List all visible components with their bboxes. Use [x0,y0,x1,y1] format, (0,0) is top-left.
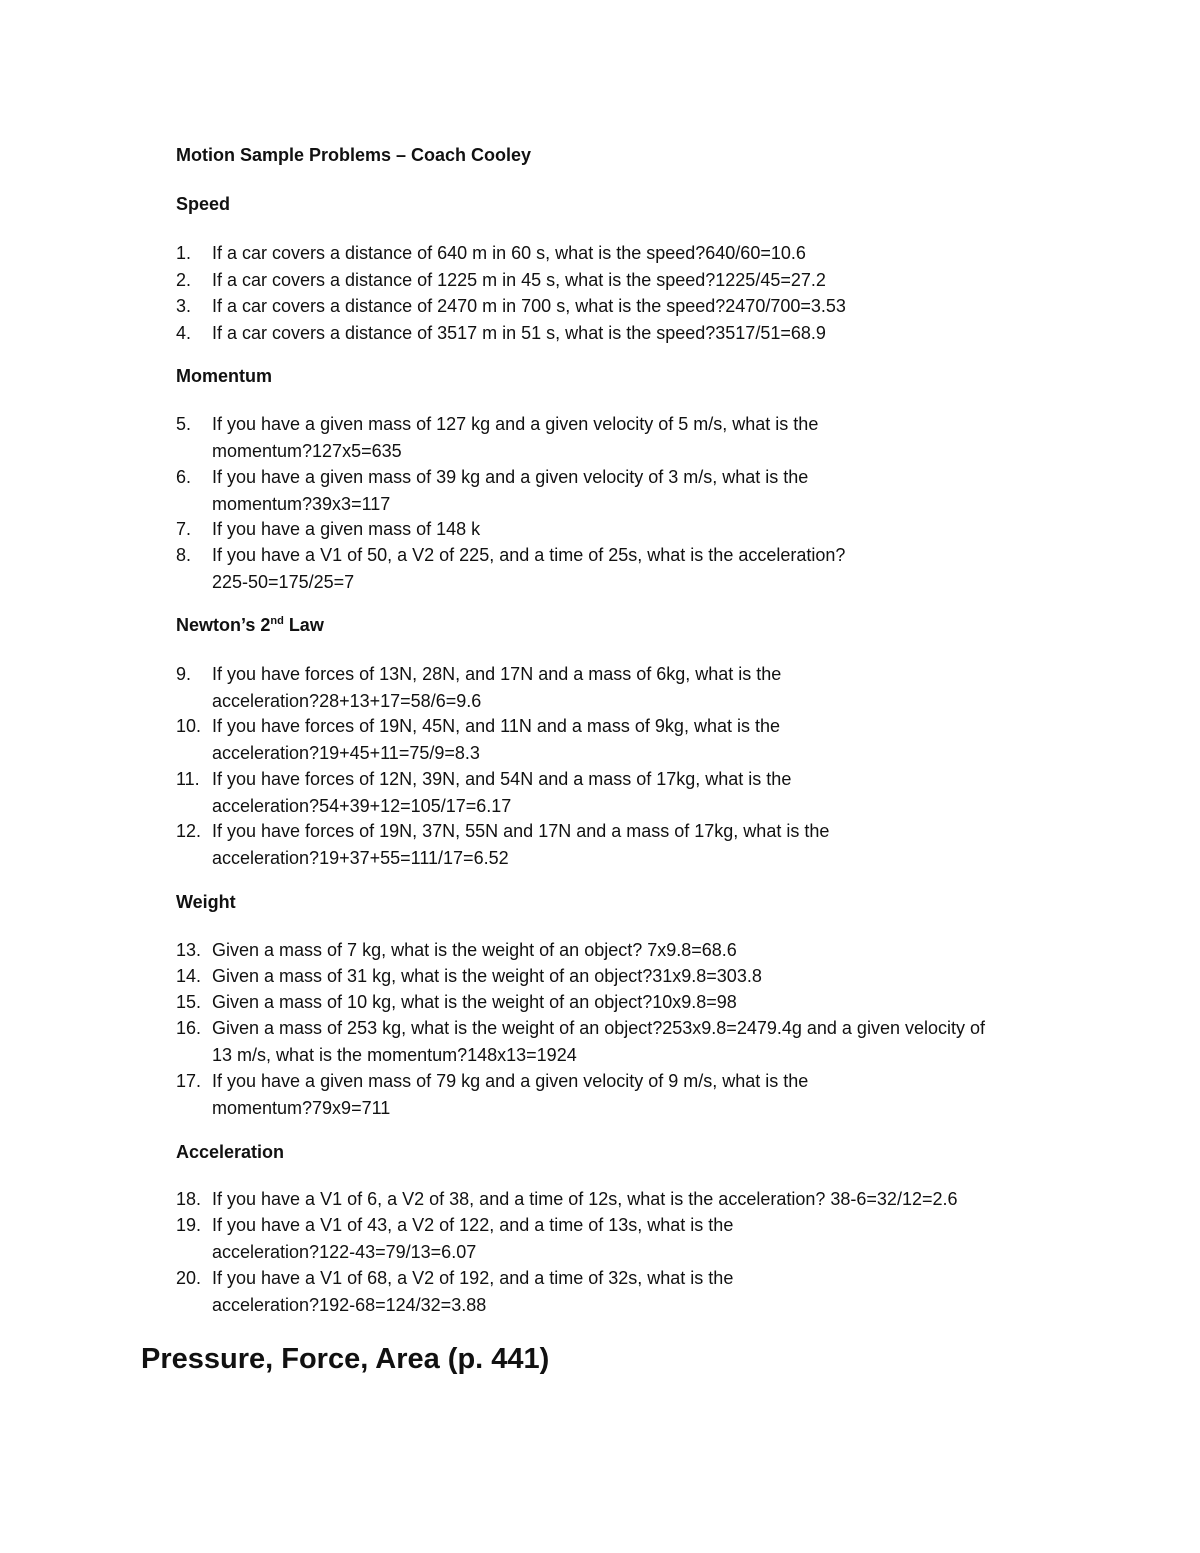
list-item [176,713,1076,766]
item-number: 17. [176,1071,202,1091]
item-number: 16. [176,1018,202,1038]
item-number: 6. [176,467,192,487]
item-number: 10. [176,716,202,736]
section-heading-speed: Speed [176,194,231,214]
item-number: 1. [176,243,192,263]
item-number: 14. [176,966,202,986]
item-number: 12. [176,821,202,841]
heading-main: Newton’s 2 [176,615,271,635]
section-heading-weight: Weight [176,892,236,912]
item-number: 15. [176,992,202,1012]
item-text: If you have a given mass of 148 k [212,519,481,539]
heading-tail: Law [283,615,324,635]
item-text: If a car covers a distance of 640 m in 60 s, what is the speed?640/60=10.6 [212,243,806,263]
list-item [176,240,1076,267]
list-item [176,464,1076,517]
section-heading-acceleration: Acceleration [176,1142,285,1162]
item-number: 20. [176,1268,202,1288]
item-number: 8. [176,545,192,565]
list-item [176,1265,1076,1318]
item-text: If a car covers a distance of 2470 m in 700 s, what is the speed?2470/700=3.53 [212,296,846,316]
list-item [176,1068,1076,1121]
item-text: If you have a V1 of 68, a V2 of 192, and a time of 32s, what is the acceleration?192-68=124/32=3.88 [212,1268,734,1315]
item-text: Given a mass of 31 kg, what is the weight of an object?31x9.8=303.8 [212,966,762,986]
item-number: 11. [176,769,200,789]
heading-superscript: nd [270,615,284,627]
item-text: Given a mass of 253 kg, what is the weight of an object?253x9.8=2479.4g and a given velocity of 13 m/s, what is the momentum?148x13=1924 [212,1018,985,1065]
item-text: If you have forces of 19N, 45N, and 11N and a mass of 9kg, what is the acceleration?19+45+11=75/9=8.3 [212,716,780,763]
item-text: If you have a V1 of 6, a V2 of 38, and a time of 12s, what is the acceleration? 38-6=32/12=2.6 [212,1189,958,1209]
item-number: 18. [176,1189,202,1209]
item-text: If you have a given mass of 79 kg and a given velocity of 9 m/s, what is the momentum?79x9=711 [212,1071,809,1118]
item-text: If you have a V1 of 43, a V2 of 122, and a time of 13s, what is the acceleration?122-43=79/13=6.07 [212,1215,734,1262]
item-text: If a car covers a distance of 1225 m in 45 s, what is the speed?1225/45=27.2 [212,269,826,290]
list-item [176,320,1076,347]
item-number: 7. [176,519,192,539]
item-number: 2. [176,269,192,290]
item-text: If you have forces of 19N, 37N, 55N and 17N and a mass of 17kg, what is the acceleration?19+37+55=111/17=6.52 [212,821,830,868]
list-item [176,516,1076,543]
item-text: If you have a given mass of 127 kg and a given velocity of 5 m/s, what is the momentum?127x5=635 [212,414,819,461]
item-text: If a car covers a distance of 3517 m in 51 s, what is the speed?3517/51=68.9 [212,322,826,343]
list-item [176,1186,1076,1213]
list-item [176,963,1076,990]
item-number: 4. [176,322,192,343]
list-item [176,661,1076,714]
item-text: If you have forces of 12N, 39N, and 54N and a mass of 17kg, what is the acceleration?54+39+12=105/17=6.17 [212,769,792,816]
item-text: If you have forces of 13N, 28N, and 17N and a mass of 6kg, what is the acceleration?28+13+17=58/6=9.6 [212,664,782,711]
item-text: If you have a V1 of 50, a V2 of 225, and a time of 25s, what is the acceleration? 225-50=175/25=7 [212,545,846,592]
list-item [176,989,1076,1016]
list-item [176,818,1076,871]
pressure-heading: Pressure, Force, Area (p. 441) [141,1343,550,1375]
item-text: Given a mass of 10 kg, what is the weight of an object?10x9.8=98 [212,992,737,1012]
item-number: 3. [176,296,192,316]
page-title: Motion Sample Problems – Coach Cooley [176,145,532,165]
list-item [176,293,1076,320]
list-item [176,267,1076,294]
item-text: If you have a given mass of 39 kg and a given velocity of 3 m/s, what is the momentum?39x3=117 [212,467,809,514]
item-number: 9. [176,664,192,684]
section-heading-newton [176,615,324,636]
list-item [176,1015,1076,1068]
item-number: 19. [176,1215,202,1235]
list-item [176,411,1076,464]
list-item [176,542,1076,595]
item-number: 5. [176,414,192,434]
list-item [176,766,1076,819]
item-text: Given a mass of 7 kg, what is the weight of an object? 7x9.8=68.6 [212,940,737,960]
list-item [176,1212,1076,1265]
item-number: 13. [176,940,202,960]
list-item [176,937,1076,964]
section-heading-momentum: Momentum [176,366,272,386]
